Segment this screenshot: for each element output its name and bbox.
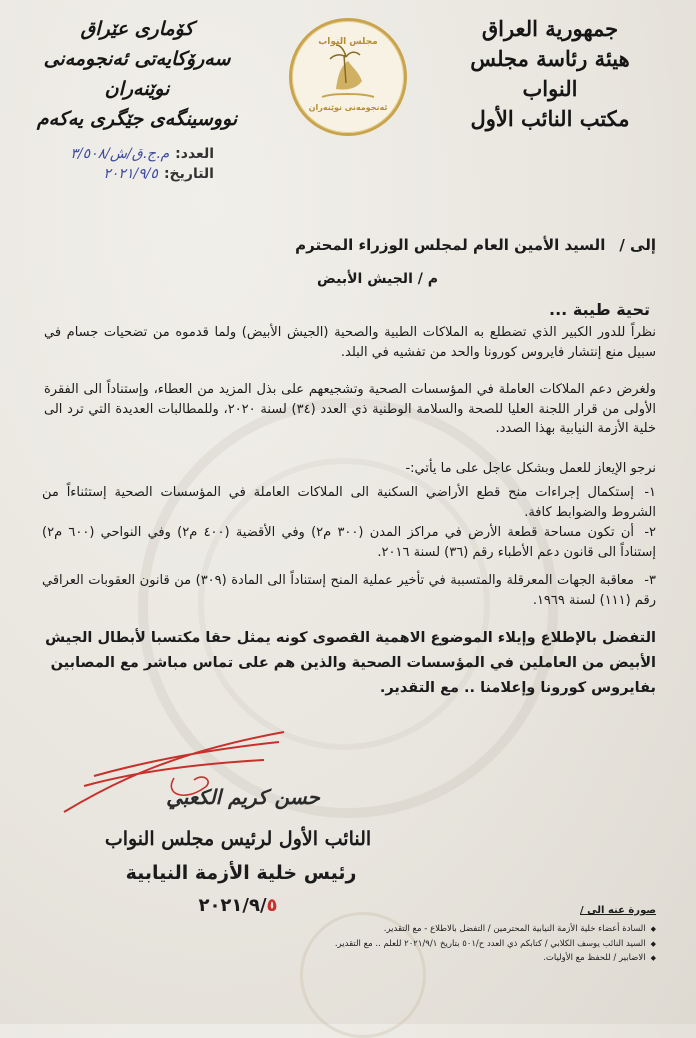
letterhead-line-1: جمهورية العراق: [481, 16, 619, 41]
letterhead-line-2: هيئة رئاسة مجلس النواب: [470, 46, 630, 101]
copies-list: [236, 922, 656, 966]
signatory-name: حسن كريم الكعبي: [166, 785, 320, 809]
kurdish-line-3: نووسينگەى جێگرى يەكەم: [36, 108, 238, 130]
date-label: التاريخ:: [163, 166, 214, 182]
paragraph-1: نظراً للدور الكبير الذي تضطلع به الملاكات الطبية والصحية (الجيش الأبيض) ولما قدموه من تضحيات جسام في سبيل منع إنتشار فايروس كورونا والحد من تفشيه في البلد.: [44, 325, 656, 360]
date-value: ٢٠٢١/٩/٥: [103, 166, 158, 182]
number-value: م.ج.ق/ش/٣/٥٠٨: [70, 146, 170, 162]
emblem-kurdish-text: ئەنجومەنی نوێنەران: [308, 103, 388, 112]
greeting: تحية طيبة ...: [549, 300, 650, 319]
paragraph-3: نرجو الإيعاز للعمل وبشكل عاجل على ما يأتي:-: [405, 461, 656, 476]
signature-date-day: ٥: [266, 895, 278, 916]
addressee-name: السيد الأمين العام لمجلس الوزراء المحترم: [295, 236, 606, 254]
closing-paragraph: التفضل بالإطلاع وإيلاء الموضوع الاهمية القصوى كونه يمثل حقا مكتسبا لأبطال الجيش الأبيض من العاملين في المؤسسات الصحية والذين هم على تماس مباشر مع المصابين بفايروس كورونا وإعلامنا .. مع التقدير.: [45, 630, 656, 696]
request-item-1: ١-إستكمال إجراءات منح قطع الأراضي السكنية الى الملاكات العاملة في المؤسسات الصحية إستثناءاً من الشروط والضوابط كافة.: [42, 485, 656, 520]
copies-heading: صورة عنه الى /: [580, 905, 656, 916]
parliament-emblem-icon: [289, 18, 407, 136]
request-item-2: ٢-أن تكون مساحة قطعة الأرض في مراكز المدن (٣٠٠ م٢) وفي الأقضية (٤٠٠ م٢) وفي النواحي (٦٠٠ م٢) إستناداً الى قانون دعم الأطباء رقم (٣٦) لسنة ٢٠١٦.: [42, 525, 657, 560]
addressee: [295, 236, 656, 254]
subject-line: م / الجيش الأبيض: [317, 271, 438, 287]
paragraph-2: ولغرض دعم الملاكات العاملة في المؤسسات الصحية وتشجيعهم على بذل المزيد من العطاء، وإستناداً الى الفقرة الأولى من قرار اللجنة العليا للصحة والسلامة الوطنية ذي العدد (٣٤) لسنة ٢٠٢٠، وللمطالبات العديدة التي ترد الى خلية الأزمة النيابية بهذا الصدد.: [44, 382, 656, 436]
kurdish-line-2: سەرۆكايەتى ئەنجومەنى نوێنەران: [43, 48, 231, 100]
copy-item: ◆ الاضابير / للحفظ مع الأوليات.: [236, 951, 656, 966]
signatory-title-2: رئيس خلية الأزمة النيابية: [125, 862, 357, 884]
copy-item: ◆ السادة أعضاء خلية الأزمة النيابية المحترمين / التفضل بالاطلاع - مع التقدير.: [236, 922, 656, 937]
copy-item: ◆ السيد النائب يوسف الكلابي / كتابكم ذي العدد ح/٥٠١ بتاريخ ٢٠٢١/٩/١ للعلم .. مع التقدير.: [236, 937, 656, 952]
request-item-3: ٣-معاقبة الجهات المعرقلة والمتسببة في تأخير عملية المنح إستناداً الى المادة (٣٠٩) من قانون العقوبات العراقي رقم (١١١) لسنة ١٩٦٩.: [42, 573, 656, 608]
addressee-prefix: إلى /: [619, 236, 656, 254]
number-label: العدد:: [175, 146, 214, 162]
kurdish-letterhead: [22, 14, 252, 134]
signatory-title-1: النائب الأول لرئيس مجلس النواب: [104, 828, 372, 850]
emblem-arabic-text: مجلس النواب: [318, 37, 378, 47]
arabic-letterhead: [440, 14, 660, 134]
signature-date: ٢٠٢١/٩/٥: [198, 895, 278, 916]
letterhead-line-3: مكتب النائب الأول: [470, 106, 630, 131]
reference-block: [34, 146, 214, 182]
kurdish-line-1: كۆمارى عێراق: [80, 18, 194, 40]
